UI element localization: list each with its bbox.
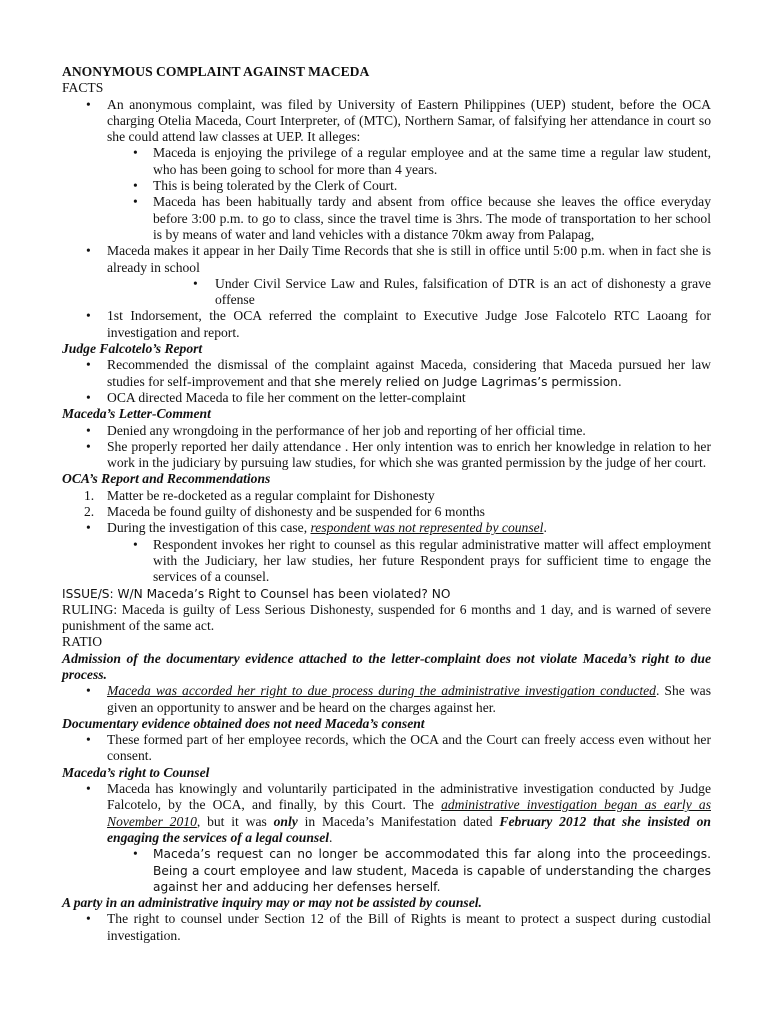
list-number: 1. [84,487,95,503]
issue-line: ISSUE/S: W/N Maceda’s Right to Counsel has been violated? NO [62,586,451,601]
ratio-2-heading: Documentary evidence obtained does not need Maceda’s consent [62,715,425,731]
list-item [62,145,711,178]
facts-label: FACTS [62,80,104,96]
bullet-icon: • [86,732,91,748]
list-item [62,732,711,765]
oca-report-item-3-underlined: respondent was not represented by counsel [310,520,544,536]
facts-bullet-3: 1st Indorsement, the OCA referred the complaint to Executive Judge Jose Falcotelo RTC Laoang for investigation and report. [107,308,711,340]
ratio-2-list [62,732,711,765]
ratio-3-sub: Maceda’s request can no longer be accommodated this far along into the proceedings. Being a court employee and law student, Maceda is capable of understanding the charges against her and adducing her defenses herself. [153,847,711,894]
bullet-icon: • [86,438,91,454]
list-item [62,97,711,146]
document-title: ANONYMOUS COMPLAINT AGAINST MACEDA [62,64,370,79]
oca-report-item-2: Maceda be found guilty of dishonesty and be suspended for 6 months [107,504,485,520]
list-item [62,488,711,504]
judge-report-heading: Judge Falcotelo’s Report [62,341,203,357]
bullet-icon: • [133,536,138,552]
oca-report-list [62,488,711,586]
facts-sub-2: This is being tolerated by the Clerk of Court. [153,178,398,194]
facts-sub-4: Under Civil Service Law and Rules, falsification of DTR is an act of dishonesty a grave offense [215,275,711,308]
bullet-icon: • [86,308,91,324]
list-item [62,390,711,406]
list-item [62,439,711,472]
bullet-icon: • [86,389,91,405]
ratio-3-text-c: , but it was [196,813,274,829]
oca-report-item-1: Matter be re-docketed as a regular complaint for Dishonesty [107,487,435,503]
judge-report-list [62,357,711,406]
ratio-3-list [62,781,711,895]
list-item [62,357,711,390]
ratio-3-only: only [273,813,298,829]
letter-comment-item-2: She properly reported her daily attendance . Her only intention was to enrich her knowledge in relation to her work in the judiciary by pursuing law studies, for which she was granted permission by the judge of her court. [107,438,711,471]
ruling-line: RULING: Maceda is guilty of Less Serious Dishonesty, suspended for 6 months and 1 day, and is warned of severe punishment of the same act. [62,601,711,634]
list-item [62,276,711,309]
oca-report-heading: OCA’s Report and Recommendations [62,471,271,487]
ratio-3-underlined: administrative investigation began as early as November 2010 [107,797,711,829]
bullet-icon: • [86,357,91,373]
judge-report-item-1: Recommended the dismissal of the complaint against Maceda, considering that Maceda pursued her law studies for self-improvement and that [107,357,711,389]
list-item [62,781,711,846]
bullet-icon: • [133,145,138,161]
oca-report-sub: Respondent invokes her right to counsel as this regular administrative matter will affect employment with the Judiciary, her law studies, her future Respondent prays for sufficient time to engage the services of a counsel. [153,536,711,585]
bullet-icon: • [86,911,91,927]
list-item [62,683,711,716]
ratio-1-underlined: Maceda was accorded her right to due process during the administrative investigation conducted [107,683,656,699]
facts-sub-1: Maceda is enjoying the privilege of a regular employee and at the same time a regular law student, who has been going to school for more than 4 years. [153,145,711,177]
list-item [62,846,711,895]
ratio-label: RATIO [62,634,103,650]
ratio-2-item: These formed part of her employee records, which the OCA and the Court can freely access even without her consent. [107,732,711,764]
list-number: 2. [84,504,95,520]
bullet-icon: • [86,781,91,797]
facts-bullet-2: Maceda makes it appear in her Daily Time Records that she is still in office until 5:00 p.m. when in fact she is already in school [107,243,711,275]
list-item [62,504,711,520]
ratio-3-end: . [329,829,333,845]
list-item [62,243,711,276]
ratio-3-text-a: Maceda has knowingly and voluntarily participated in the administrative investigation conducted by Judge Falcotelo, by the OCA, and finally, by this Court. The [107,781,711,813]
list-item [62,178,711,194]
list-item [62,520,711,536]
bullet-icon: • [86,683,91,699]
judge-report-item-1-tail: she merely relied on Judge Lagrimas’s permission. [314,374,622,389]
ratio-4-heading: A party in an administrative inquiry may or may not be assisted by counsel. [62,895,482,911]
judge-report-item-2: OCA directed Maceda to file her comment on the letter-complaint [107,389,466,405]
letter-comment-list [62,423,711,472]
bullet-icon: • [86,520,91,536]
oca-report-item-3: During the investigation of this case, [107,520,311,536]
bullet-icon: • [86,243,91,259]
bullet-icon: • [86,96,91,112]
ratio-1-heading: Admission of the documentary evidence attached to the letter-complaint does not violate Maceda’s right to due process. [62,650,711,682]
list-item [62,911,711,944]
bullet-icon: • [133,846,138,862]
facts-sub-3: Maceda has been habitually tardy and absent from office because she leaves the office everyday before 3:00 p.m. to go to class, since the travel time is 3hrs. The mode of transportation to her school is by means of water and land vehicles with a distance 70km away from Palapag, [153,194,711,242]
facts-list [62,97,711,341]
ratio-1-list [62,683,711,716]
list-item [62,194,711,243]
list-item [62,423,711,439]
ratio-1-rest: . She was given an opportunity to answer and be heard on the charges against her. [107,683,711,715]
ratio-4-list [62,911,711,944]
bullet-icon: • [133,178,138,194]
ratio-3-bold: February 2012 that she insisted on engaging the services of a legal counsel [107,813,711,845]
bullet-icon: • [193,275,198,291]
list-item [62,537,711,586]
ratio-4-item: The right to counsel under Section 12 of the Bill of Rights is meant to protect a suspect during custodial investigation. [107,911,711,943]
facts-bullet-1: An anonymous complaint, was filed by University of Eastern Philippines (UEP) student, before the OCA charging Otelia Maceda, Court Interpreter, of (MTC), Northern Samar, of falsifying her attendance in court so she could attend law classes at UEP. It alleges: [107,96,711,145]
ratio-3-heading: Maceda’s right to Counsel [62,764,210,780]
bullet-icon: • [86,422,91,438]
letter-comment-heading: Maceda’s Letter-Comment [62,406,211,422]
bullet-icon: • [133,194,138,210]
ratio-3-text-d: in Maceda’s Manifestation dated [297,813,500,829]
letter-comment-item-1: Denied any wrongdoing in the performance of her job and reporting of her official time. [107,422,586,438]
list-item [62,308,711,341]
oca-report-item-3-end: . [543,520,547,536]
